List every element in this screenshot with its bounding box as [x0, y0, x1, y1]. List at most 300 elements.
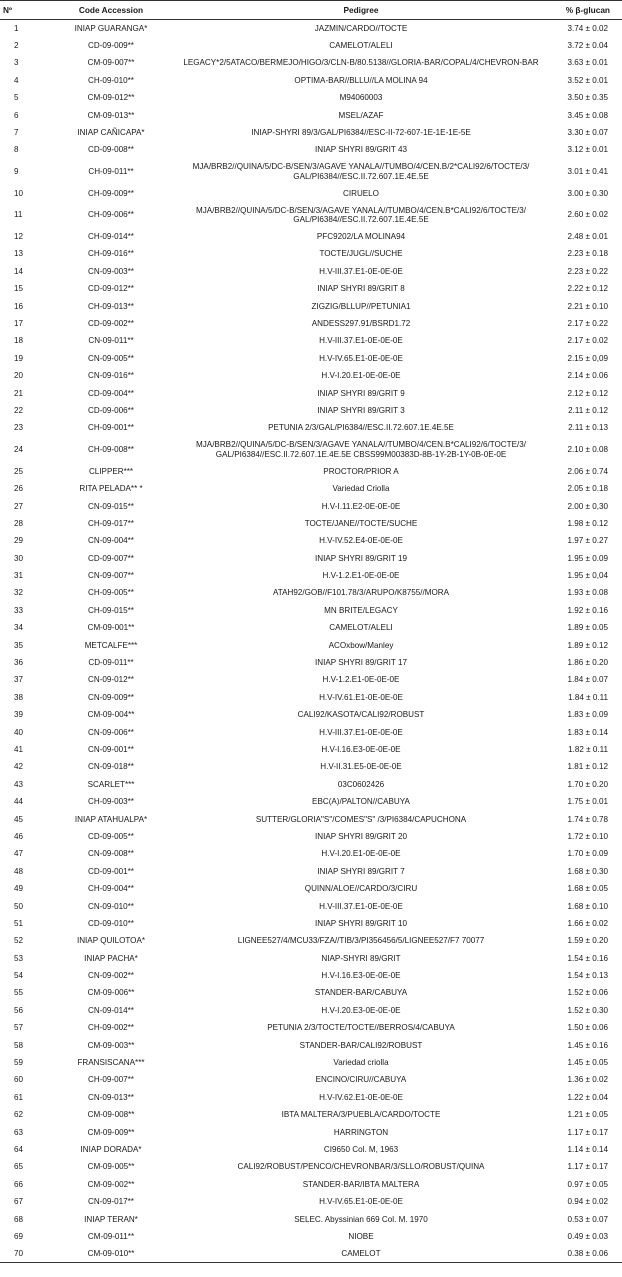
table-row [0, 228, 622, 245]
cell-pedigree: H.V-I.11.E2-0E-0E-0E [321, 501, 401, 511]
cell-code-accession: CN-09-009** [88, 692, 134, 702]
cell-number: 44 [14, 797, 24, 807]
cell-pedigree: CALI92/ROBUST/PENCO/CHEVRONBAR/3/SLLO/ROBUST/QUINA [237, 1162, 485, 1172]
cell-number: 20 [14, 371, 24, 381]
cell-pedigree: H.V-III.37.E1-0E-0E-0E [319, 727, 403, 737]
table-row [0, 1176, 622, 1193]
cell-pedigree: H.V-I.20.E1-0E-0E-0E [321, 371, 401, 381]
cell-beta-glucan: 2.17 ± 0.22 [567, 319, 608, 329]
cell-beta-glucan: 1.93 ± 0.08 [567, 588, 608, 598]
table-row [0, 463, 622, 480]
cell-beta-glucan: 1.52 ± 0.30 [567, 1005, 608, 1015]
cell-number: 6 [14, 110, 19, 120]
cell-code-accession: CN-09-017** [88, 1197, 134, 1207]
table-row [0, 828, 622, 845]
table-row [0, 706, 622, 723]
cell-beta-glucan: 0.53 ± 0.07 [567, 1214, 608, 1224]
cell-number: 13 [14, 249, 24, 259]
cell-code-accession: CH-09-009** [88, 188, 134, 198]
cell-number: 60 [14, 1075, 24, 1085]
cell-code-accession: CH-09-004** [88, 884, 134, 894]
cell-beta-glucan: 3.63 ± 0.01 [567, 58, 608, 68]
cell-code-accession: INIAP TERAN* [84, 1214, 138, 1224]
cell-number: 58 [14, 1040, 24, 1050]
cell-beta-glucan: 1.36 ± 0.02 [567, 1075, 608, 1085]
cell-pedigree: H.V-I.20.E1-0E-0E-0E [321, 849, 401, 859]
table-row [0, 1089, 622, 1106]
cell-code-accession: CN-09-007** [88, 571, 134, 581]
cell-code-accession: CH-09-002** [88, 1023, 134, 1033]
cell-code-accession: CN-09-001** [88, 745, 134, 754]
cell-code-accession: CH-09-010** [88, 75, 134, 85]
cell-beta-glucan: 1.97 ± 0.27 [567, 536, 608, 546]
header-number: Nº [0, 1, 44, 20]
cell-beta-glucan: 1.74 ± 0.78 [567, 814, 608, 824]
cell-number: 52 [14, 936, 24, 946]
cell-beta-glucan: 0.94 ± 0.02 [567, 1197, 608, 1207]
cell-number: 2 [14, 40, 19, 50]
cell-pedigree: INIAP SHYRI 89/GRIT 3 [317, 405, 405, 415]
table-row [0, 185, 622, 202]
table-row [0, 497, 622, 514]
cell-beta-glucan: 2.21 ± 0.10 [567, 301, 608, 311]
cell-pedigree: QUINN/ALOE//CARDO/3/CIRU [304, 884, 418, 894]
table-row [0, 932, 622, 949]
cell-pedigree: STANDER-BAR/CALI92/ROBUST [299, 1040, 423, 1050]
cell-code-accession: CM-09-009** [87, 1127, 135, 1137]
cell-code-accession: CM-09-013** [87, 110, 135, 120]
cell-code-accession: CN-09-008** [88, 849, 134, 859]
cell-beta-glucan: 2.12 ± 0.12 [567, 388, 608, 398]
header-pedigree: Pedigree [178, 1, 544, 20]
cell-pedigree: H.V-I.16.E3-0E-0E-0E [321, 745, 401, 754]
cell-code-accession: SCARLET*** [87, 779, 135, 789]
table-row [0, 298, 622, 315]
cell-pedigree: CIRUELO [343, 188, 379, 198]
table-row [0, 72, 622, 89]
cell-number: 54 [14, 971, 24, 981]
cell-pedigree: PROCTOR/PRIOR A [323, 466, 399, 476]
cell-beta-glucan: 1.21 ± 0.05 [567, 1110, 608, 1120]
cell-code-accession: CM-09-006** [87, 988, 135, 998]
table-row [0, 1228, 622, 1245]
table-row [0, 1158, 622, 1175]
cell-number: 46 [14, 831, 24, 841]
cell-beta-glucan: 2.05 ± 0.18 [567, 484, 608, 494]
cell-code-accession: CLIPPER*** [88, 466, 134, 476]
cell-code-accession: CN-09-003** [88, 266, 134, 276]
table-row [0, 402, 622, 419]
cell-code-accession: CN-09-012** [88, 675, 134, 685]
table-row [0, 245, 622, 262]
table-row [0, 385, 622, 402]
cell-pedigree: H.V-III.37.E1-0E-0E-0E [319, 336, 403, 346]
cell-pedigree: M94060003 [339, 93, 383, 103]
cell-beta-glucan: 1.98 ± 0.12 [567, 518, 608, 528]
cell-code-accession: CH-09-006** [88, 210, 134, 220]
cell-pedigree: MJA/BRB2//QUINA/5/DC-B/SEN/3/AGAVE YANALA//TUMBO/4/CEN.B/2*CALI92/6/TOCTE/3/ GAL/PI6384//ESC.II.72.607.1E.4E.5E [192, 162, 530, 181]
cell-number: 7 [14, 127, 19, 137]
cell-number: 17 [14, 319, 24, 329]
cell-pedigree: H.V-III.37.E1-0E-0E-0E [319, 901, 403, 911]
cell-pedigree: NIOBE [348, 1231, 374, 1241]
table-row [0, 20, 622, 37]
table-row [0, 584, 622, 601]
cell-code-accession: CN-09-002** [88, 971, 134, 981]
cell-pedigree: STANDER-BAR/IBTA MALTERA [302, 1179, 420, 1189]
cell-beta-glucan: 1.75 ± 0.01 [567, 797, 608, 807]
cell-beta-glucan: 1.70 ± 0.09 [567, 849, 608, 859]
cell-number: 30 [14, 553, 24, 563]
cell-code-accession: CH-09-003** [88, 797, 134, 807]
cell-code-accession: CH-09-017** [88, 518, 134, 528]
cell-pedigree: LIGNEE527/4/MCU33/FZA//TIB/3/PI356456/5/LIGNEE527/F7 70077 [237, 936, 485, 946]
cell-beta-glucan: 3.72 ± 0.04 [567, 40, 608, 50]
table-row [0, 480, 622, 497]
cell-pedigree: PETUNIA 2/3/TOCTE/TOCTE//BERROS/4/CABUYA [267, 1023, 455, 1033]
cell-pedigree: H.V-1.2.E1-0E-0E-0E [322, 675, 400, 685]
cell-pedigree: H.V-1.2.E1-0E-0E-0E [322, 571, 400, 581]
table-row [0, 367, 622, 384]
table-row [0, 845, 622, 862]
cell-number: 34 [14, 623, 24, 633]
cell-number: 26 [14, 484, 24, 494]
table-row [0, 1019, 622, 1036]
cell-pedigree: MJA/BRB2//QUINA/5/DC-B/SEN/3/AGAVE YANALA//TUMBO/4/CEN.B*CALI92/6/TOCTE/3/ GAL/PI6384//ESC.II.72.607.1E.4E.5E [196, 205, 526, 225]
cell-number: 65 [14, 1162, 24, 1172]
cell-beta-glucan: 2.06 ± 0.74 [567, 466, 608, 476]
cell-code-accession: CD-09-011** [88, 658, 134, 668]
table-row [0, 671, 622, 688]
cell-beta-glucan: 1.84 ± 0.11 [568, 692, 608, 702]
cell-number: 18 [14, 336, 24, 346]
cell-beta-glucan: 1.45 ± 0.16 [567, 1040, 608, 1050]
cell-pedigree: H.V-I.20.E3-0E-0E-0E [321, 1005, 401, 1015]
table-row [0, 141, 622, 158]
cell-pedigree: INIAP SHYRI 89/GRIT 8 [317, 284, 405, 294]
table-row [0, 724, 622, 741]
table-row [0, 1193, 622, 1210]
cell-beta-glucan: 1.68 ± 0.30 [567, 866, 608, 876]
cell-beta-glucan: 3.50 ± 0.35 [567, 93, 608, 103]
cell-code-accession: CD-09-001** [88, 866, 134, 876]
cell-number: 38 [14, 692, 24, 702]
cell-beta-glucan: 1.68 ± 0.05 [567, 884, 608, 894]
cell-code-accession: RITA PELADA** * [79, 484, 143, 494]
cell-pedigree: ATAH92/GOB//F101.78/3/ARUPO/K8755//MORA [272, 588, 450, 598]
cell-number: 53 [14, 953, 24, 963]
cell-code-accession: CN-09-005** [88, 353, 134, 363]
table-row [0, 880, 622, 897]
table-row [0, 437, 622, 463]
cell-number: 25 [14, 466, 24, 476]
cell-pedigree: JAZMIN/CARDO//TOCTE [314, 23, 408, 33]
cell-pedigree: H.V-IV.65.E1-0E-0E-0E [319, 1197, 403, 1207]
cell-beta-glucan: 1.22 ± 0.04 [567, 1092, 608, 1102]
table-row [0, 124, 622, 141]
table-row [0, 1141, 622, 1158]
cell-number: 67 [14, 1197, 24, 1207]
header-beta-glucan: % β-glucan [544, 1, 622, 20]
cell-beta-glucan: 2.11 ± 0.12 [568, 405, 608, 415]
cell-pedigree: NIAP-SHYRI 89/GRIT [321, 953, 401, 963]
table-row [0, 263, 622, 280]
table-row [0, 550, 622, 567]
cell-beta-glucan: 2.14 ± 0.06 [567, 371, 608, 381]
table-row [0, 741, 622, 758]
cell-number: 32 [14, 588, 24, 598]
cell-code-accession: CM-09-010** [44, 1245, 178, 1262]
cell-number: 5 [14, 93, 19, 103]
cell-pedigree: ACOxbow/Manley [328, 640, 394, 650]
cell-pedigree: H.V-I.16.E3-0E-0E-0E [321, 971, 401, 981]
cell-beta-glucan: 1.68 ± 0.10 [567, 901, 608, 911]
table-row [0, 89, 622, 106]
cell-pedigree: INIAP SHYRI 89/GRIT 19 [315, 553, 407, 563]
cell-code-accession: INIAP CAÑICAPA* [77, 127, 145, 137]
cell-beta-glucan: 2.23 ± 0.22 [567, 266, 608, 276]
cell-code-accession: CM-09-001** [87, 623, 135, 633]
cell-pedigree: IBTA MALTERA/3/PUEBLA/CARDO/TOCTE [281, 1110, 441, 1120]
cell-pedigree: ZIGZIG/BLLUP//PETUNIA1 [311, 301, 411, 311]
cell-code-accession: CH-09-008** [88, 445, 134, 455]
table-row [0, 37, 622, 54]
cell-number: 41 [14, 745, 24, 754]
table-row [0, 1071, 622, 1088]
cell-code-accession: CH-09-005** [88, 588, 134, 598]
table-row [0, 1211, 622, 1228]
table-header-row [0, 1, 622, 20]
cell-code-accession: CD-09-004** [88, 388, 134, 398]
cell-number: 48 [14, 866, 24, 876]
cell-number: 70 [0, 1245, 44, 1262]
cell-beta-glucan: 1.52 ± 0.06 [567, 988, 608, 998]
cell-pedigree: PFC9202/LA MOLINA94 [316, 232, 406, 242]
cell-number: 56 [14, 1005, 24, 1015]
cell-code-accession: CD-09-007** [88, 553, 134, 563]
header-code-accession: Code Accession [44, 1, 178, 20]
cell-number: 23 [14, 423, 24, 433]
cell-beta-glucan: 2.17 ± 0.02 [567, 336, 608, 346]
cell-pedigree: 03C0602426 [337, 779, 385, 789]
cell-beta-glucan: 1.17 ± 0.17 [567, 1127, 608, 1137]
cell-number: 19 [14, 353, 24, 363]
cell-number: 63 [14, 1127, 24, 1137]
cell-number: 45 [14, 814, 24, 824]
cell-number: 1 [14, 23, 19, 33]
cell-beta-glucan: 0.49 ± 0.03 [567, 1231, 608, 1241]
table-row [0, 159, 622, 185]
cell-number: 50 [14, 901, 24, 911]
cell-pedigree: CAMELOT/ALELI [329, 40, 393, 50]
cell-number: 29 [14, 536, 24, 546]
cell-code-accession: CD-09-009** [88, 40, 134, 50]
cell-number: 57 [14, 1023, 24, 1033]
cell-beta-glucan: 2.00 ± 0,30 [567, 501, 608, 511]
table-row [0, 758, 622, 775]
cell-code-accession: CH-09-001** [88, 423, 134, 433]
cell-number: 14 [14, 266, 24, 276]
cell-pedigree: SELEC. Abyssinian 669 Col. M. 1970 [294, 1214, 428, 1224]
table-row [0, 811, 622, 828]
cell-number: 39 [14, 710, 24, 720]
cell-code-accession: CD-09-008** [88, 145, 134, 155]
cell-number: 10 [14, 188, 24, 198]
table-row [0, 1002, 622, 1019]
cell-code-accession: CM-09-008** [87, 1110, 135, 1120]
cell-code-accession: CD-09-002** [88, 319, 134, 329]
cell-pedigree: INIAP SHYRI 89/GRIT 20 [315, 831, 407, 841]
cell-code-accession: CN-09-010** [88, 901, 134, 911]
cell-pedigree: CAMELOT/ALELI [329, 623, 393, 633]
cell-beta-glucan: 1.83 ± 0.14 [567, 727, 608, 737]
cell-number: 9 [14, 166, 19, 176]
cell-code-accession: CN-09-016** [88, 371, 134, 381]
cell-code-accession: INIAP DORADA* [80, 1144, 142, 1154]
cell-pedigree: Variedad Criolla [332, 484, 390, 494]
cell-pedigree: EBC(A)/PALTON//CABUYA [312, 797, 410, 807]
table-row [0, 532, 622, 549]
table-row [0, 202, 622, 228]
cell-beta-glucan: 1.70 ± 0.20 [567, 779, 608, 789]
cell-beta-glucan: 3.00 ± 0.30 [567, 188, 608, 198]
cell-pedigree: HARRINGTON [333, 1127, 389, 1137]
cell-number: 68 [14, 1214, 24, 1224]
cell-beta-glucan: 1.89 ± 0.12 [567, 640, 608, 650]
cell-pedigree: H.V-III.37.E1-0E-0E-0E [319, 266, 403, 276]
table-row [0, 950, 622, 967]
cell-code-accession: INIAP PACHA* [84, 953, 138, 963]
cell-pedigree: H.V-IV.52.E4-0E-0E-0E [319, 536, 403, 546]
cell-pedigree: INIAP-SHYRI 89/3/GAL/PI6384//ESC-II-72-607-1E-1E-1E-5E [251, 127, 471, 137]
cell-number: 49 [14, 884, 24, 894]
cell-code-accession: CN-09-015** [88, 501, 134, 511]
cell-pedigree: ANDESS297.91/BSRD1.72 [311, 319, 411, 329]
cell-number: 28 [14, 518, 24, 528]
cell-beta-glucan: 1.95 ± 0.09 [567, 553, 608, 563]
cell-number: 40 [14, 727, 24, 737]
cell-code-accession: CD-09-012** [88, 284, 134, 294]
table-row [0, 619, 622, 636]
table-row [0, 106, 622, 123]
cell-code-accession: CH-09-013** [88, 301, 134, 311]
cell-code-accession: CD-09-006** [88, 405, 134, 415]
cell-number: 35 [14, 640, 24, 650]
cell-beta-glucan: 0.97 ± 0.05 [567, 1179, 608, 1189]
cell-beta-glucan: 2.60 ± 0.02 [567, 210, 608, 220]
table-row [0, 515, 622, 532]
cell-number: 8 [14, 145, 19, 155]
cell-number: 66 [14, 1179, 24, 1189]
cell-beta-glucan: 3.30 ± 0.07 [567, 127, 608, 137]
cell-number: 22 [14, 405, 24, 415]
cell-number: 4 [14, 75, 19, 85]
table-row [0, 689, 622, 706]
cell-number: 51 [14, 918, 24, 928]
table-row [0, 602, 622, 619]
cell-pedigree: INIAP SHYRI 89/GRIT 9 [317, 388, 405, 398]
cell-code-accession: METCALFE*** [84, 640, 138, 650]
cell-number: 24 [14, 445, 24, 455]
cell-pedigree: MN BRITE/LEGACY [324, 605, 398, 615]
cell-beta-glucan: 1.17 ± 0.17 [567, 1162, 608, 1172]
table-row [0, 567, 622, 584]
table-row [0, 419, 622, 436]
cell-number: 55 [14, 988, 24, 998]
table-row [0, 793, 622, 810]
table-row [0, 1245, 622, 1262]
cell-pedigree: STANDER-BAR/CABUYA [314, 988, 408, 998]
cell-code-accession: INIAP QUILOTOA* [76, 936, 146, 946]
cell-beta-glucan: 1.72 ± 0.10 [567, 831, 608, 841]
cell-number: 27 [14, 501, 24, 511]
cell-code-accession: CN-09-006** [88, 727, 134, 737]
cell-pedigree: H.V-IV.61.E1-0E-0E-0E [319, 692, 403, 702]
cell-code-accession: CM-09-002** [87, 1179, 135, 1189]
cell-beta-glucan: 1.86 ± 0.20 [567, 658, 608, 668]
table-row [0, 1054, 622, 1071]
cell-code-accession: CM-09-011** [87, 1231, 135, 1241]
cell-pedigree: INIAP SHYRI 89/GRIT 7 [317, 866, 405, 876]
cell-number: 16 [14, 301, 24, 311]
cell-number: 59 [14, 1058, 24, 1068]
cell-pedigree: CALI92/KASOTA/CALI92/ROBUST [297, 710, 425, 720]
cell-code-accession: INIAP GUARANGA* [74, 23, 148, 33]
table-row [0, 1124, 622, 1141]
table-row [0, 280, 622, 297]
cell-code-accession: CH-09-014** [88, 232, 134, 242]
cell-beta-glucan: 3.45 ± 0.08 [567, 110, 608, 120]
cell-pedigree: MSEL/AZAF [338, 110, 384, 120]
cell-beta-glucan: 1.92 ± 0.16 [567, 605, 608, 615]
cell-beta-glucan: 2.15 ± 0,09 [567, 353, 608, 363]
cell-code-accession: CD-09-010** [88, 918, 134, 928]
cell-pedigree: Variedad criolla [333, 1058, 389, 1068]
cell-code-accession: CH-09-007** [88, 1075, 134, 1085]
table-row [0, 637, 622, 654]
cell-pedigree: CAMELOT [178, 1245, 544, 1262]
cell-beta-glucan: 3.12 ± 0.01 [567, 145, 608, 155]
cell-pedigree: INIAP SHYRI 89/GRIT 43 [315, 145, 407, 155]
cell-number: 61 [14, 1092, 24, 1102]
cell-code-accession: CD-09-005** [88, 831, 134, 841]
cell-number: 37 [14, 675, 24, 685]
cell-pedigree: INIAP SHYRI 89/GRIT 10 [315, 918, 407, 928]
table-row [0, 863, 622, 880]
table-row [0, 332, 622, 349]
cell-code-accession: CM-09-003** [87, 1040, 135, 1050]
cell-number: 3 [14, 58, 19, 68]
table-row [0, 350, 622, 367]
cell-pedigree: CI9650 Col. M, 1963 [323, 1144, 399, 1154]
cell-code-accession: CH-09-016** [88, 249, 134, 259]
cell-number: 64 [14, 1144, 24, 1154]
cell-number: 11 [14, 210, 23, 220]
cell-code-accession: CN-09-004** [88, 536, 134, 546]
cell-number: 42 [14, 762, 24, 772]
cell-code-accession: CH-09-011** [88, 166, 134, 176]
cell-code-accession: CN-09-014** [88, 1005, 134, 1015]
cell-number: 33 [14, 605, 24, 615]
cell-code-accession: CN-09-011** [88, 336, 134, 346]
cell-beta-glucan: 3.01 ± 0.41 [567, 166, 608, 176]
cell-code-accession: CM-09-007** [87, 58, 135, 68]
cell-beta-glucan: 3.52 ± 0.01 [567, 75, 608, 85]
cell-pedigree: TOCTE/JANE//TOCTE/SUCHE [304, 518, 418, 528]
cell-beta-glucan: 1.50 ± 0.06 [567, 1023, 608, 1033]
cell-number: 31 [14, 571, 24, 581]
cell-pedigree: H.V-IV.62.E1-0E-0E-0E [319, 1092, 403, 1102]
